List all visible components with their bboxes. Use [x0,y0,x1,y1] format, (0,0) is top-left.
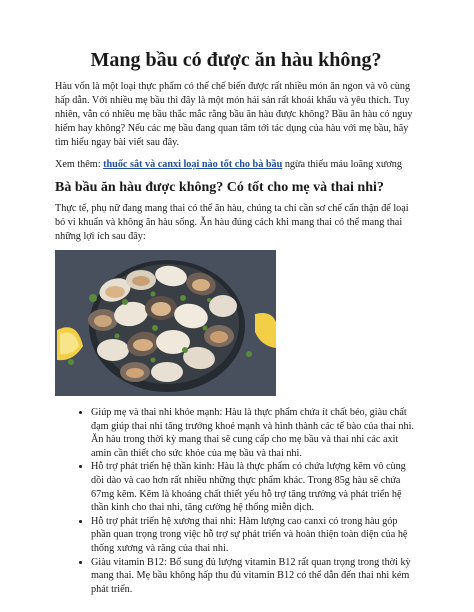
section-lead-paragraph: Thực tế, phụ nữ đang mang thai có thể ăn hàu, chúng ta chỉ cần sơ chế cẩn thận để loại bỏ vi khuẩn và không ăn hàu sống. Ăn hàu đúng cách khi mang thai có thể mang thai những lợi ích sau đây: [55,203,409,242]
benefits-list [55,406,417,596]
list-item: • Giúp mẹ và thai nhi khỏe mạnh: Hàu là thực phẩm chứa ít chất béo, giàu chất đạm giúp thai nhi tăng trưởng khoẻ mạnh và hình thành các tế bào của thai nhi. Ăn hàu trong thời kỳ mang thai sẽ cung cấp cho mẹ bầu và thai nhi các axit amin cần thiết cho sức khỏe của mẹ bầu và thai nhi. [91,406,417,460]
intro-paragraph: Hàu vốn là một loại thực phẩm có thể chế biến được rất nhiều món ăn ngon và vô cùng hấp dẫn. Với nhiều mẹ bầu thì đây là một món hải sản rất khoái khẩu và yêu thích. Tuy nhiên, vẫn có nhiều mẹ bầu thắc mắc rằng bầu ăn hàu được không? Bầu ăn hàu có nguy hiểm hay không? Nếu các mẹ bầu đang quan tâm tới tác dụng của hàu với mẹ bầu, hãy tìm hiểu ngay bài viết sau đây. [55,81,413,148]
list-item: • Hỗ trợ phát triển hệ xương thai nhi: Hàm lượng cao canxi có trong hàu góp phần quan trọng trong việc hỗ trợ sự phát triển và hoàn thiện toàn diện của hệ thống xương và răng của thai nhi. [91,515,417,556]
page-title: Mang bầu có được ăn hàu không? [90,49,382,71]
see-also-suffix: ngừa thiếu máu loãng xương [282,159,402,170]
see-also-prefix: Xem thêm: [55,159,104,170]
list-item: • Hỗ trợ phát triển hệ thần kinh: Hàu là thực phẩm có chứa lượng kẽm vô cùng dồi dào và cao hơn rất nhiều những thực phẩm khác. Trong 85g hàu sẽ chứa 67mg kẽm. Kẽm là khoáng chất thiết yếu hỗ trợ tăng trưởng và phát triển hệ thần kinh cho thai nhi, tăng cường hệ thống miễn dịch. [91,460,417,514]
section-heading: Bà bầu ăn hàu được không? Có tốt cho mẹ và thai nhi? [55,180,384,195]
see-also-line [55,158,417,172]
see-also-link[interactable]: thuốc sắt và canxi loại nào tốt cho bà bầu [103,159,283,170]
clams-photo [55,250,276,396]
list-item: • Giàu vitamin B12: Bổ sung đủ lượng vitamin B12 rất quan trọng trong thời kỳ mang thai. Mẹ bầu không hấp thu đủ vitamin B12 có thể dẫn đến thai nhi kém phát triển. [91,556,417,597]
